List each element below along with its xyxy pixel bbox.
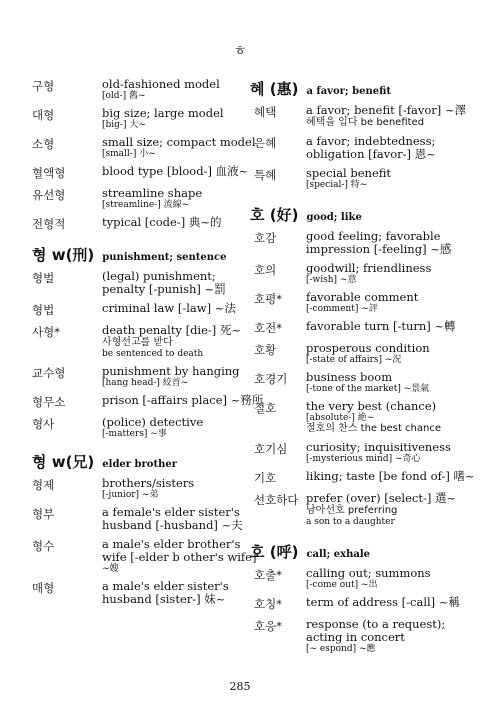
dictionary-entry bbox=[32, 506, 244, 532]
definition-line: penalty [-punish] ~罰 bbox=[102, 282, 226, 296]
definition-line: obligation [favor-] 恩~ bbox=[306, 147, 436, 161]
entry-keyword: 호의 bbox=[254, 263, 277, 277]
entry-keyword: 구형 bbox=[32, 79, 55, 93]
section-headword: 형 w(兄) bbox=[32, 453, 95, 471]
section-heading bbox=[32, 244, 244, 265]
dictionary-entry bbox=[250, 135, 450, 161]
definition-line: [-mysterious mind] ~奇心 bbox=[306, 454, 421, 464]
entry-definition bbox=[102, 324, 244, 359]
definition-line: 남아선호 preferring bbox=[306, 505, 398, 516]
entry-keyword: 형수 bbox=[32, 539, 55, 553]
definition-line: ~嫂 bbox=[102, 564, 119, 574]
entry-definition bbox=[102, 506, 244, 532]
definition-line: husband [sister-] 妹~ bbox=[102, 592, 226, 606]
entry-definition bbox=[306, 342, 450, 365]
entry-definition bbox=[306, 441, 450, 464]
definition-line: small size; compact model bbox=[102, 135, 256, 149]
dictionary-entry bbox=[250, 371, 450, 394]
entry-keyword: 형벌 bbox=[32, 271, 55, 285]
page-header: ㅎ bbox=[233, 44, 247, 59]
definition-line: [-junior] ~弟 bbox=[102, 490, 159, 500]
definition-line: husband [-husband] ~夫 bbox=[102, 518, 243, 532]
section-gloss: punishment; sentence bbox=[102, 252, 227, 263]
definition-line: blood type [blood-] 血液~ bbox=[102, 164, 249, 178]
dictionary-entry bbox=[32, 324, 244, 359]
dictionary-entry bbox=[32, 164, 249, 181]
definition-line: big size; large model bbox=[102, 106, 224, 120]
entry-definition bbox=[306, 491, 457, 527]
entry-definition bbox=[306, 567, 450, 590]
definition-line: a female's elder sister's bbox=[102, 505, 240, 519]
dictionary-entry bbox=[250, 491, 457, 527]
dictionary-entry bbox=[250, 595, 460, 612]
entry-definition bbox=[306, 595, 460, 612]
definition-line: a favor; benefit [-favor] ~澤 bbox=[306, 103, 467, 117]
definition-line: 사형선고를 받다 bbox=[102, 337, 173, 348]
entry-keyword: 형무소 bbox=[32, 395, 66, 409]
dictionary-entry bbox=[250, 262, 450, 285]
definition-line: [-tone of the market] ~景氣 bbox=[306, 384, 430, 394]
entry-definition bbox=[102, 393, 264, 410]
left-column bbox=[32, 77, 264, 612]
definition-line: curiosity; inquisitiveness bbox=[306, 440, 451, 454]
section-headword: 혜 (惠) bbox=[250, 80, 299, 98]
entry-keyword: 호황 bbox=[254, 343, 277, 357]
entry-keyword: 호전* bbox=[254, 321, 282, 335]
section-heading bbox=[250, 541, 450, 562]
definition-line: a son to a daughter bbox=[306, 517, 395, 527]
entry-definition bbox=[306, 319, 456, 336]
definition-line: prefer (over) [select-] 選~ bbox=[306, 491, 457, 505]
entry-group bbox=[250, 541, 460, 654]
definition-line: [-state of affairs] ~況 bbox=[306, 355, 402, 365]
definition-line: old-fashioned model bbox=[102, 77, 220, 91]
definition-line: [~ espond] ~應 bbox=[306, 644, 376, 654]
entry-definition bbox=[306, 618, 450, 654]
dictionary-entry bbox=[250, 319, 456, 336]
definition-line: calling out; summons bbox=[306, 566, 431, 580]
dictionary-entry bbox=[250, 618, 450, 654]
entry-definition bbox=[102, 78, 244, 101]
definition-line: favorable comment bbox=[306, 290, 419, 304]
definition-line: a male's elder brother's bbox=[102, 537, 241, 551]
definition-line: 절호의 찬스 the best chance bbox=[306, 423, 442, 434]
dictionary-entry bbox=[250, 291, 450, 314]
entry-keyword: 호평* bbox=[254, 292, 282, 306]
dictionary-entry bbox=[250, 342, 450, 365]
entry-keyword: 유선형 bbox=[32, 188, 66, 202]
definition-line: criminal law [-law] ~法 bbox=[102, 301, 236, 315]
definition-line: prison [-affairs place] ~務所 bbox=[102, 393, 264, 407]
entry-keyword: 호기심 bbox=[254, 442, 288, 456]
entry-group bbox=[250, 204, 475, 527]
entry-definition bbox=[102, 302, 244, 318]
dictionary-entry bbox=[32, 107, 244, 130]
entry-keyword: 형제 bbox=[32, 478, 55, 492]
definition-line: [-comment] ~評 bbox=[306, 304, 378, 314]
dictionary-entry bbox=[32, 78, 244, 101]
definition-line: brothers/sisters bbox=[102, 476, 195, 490]
entry-group bbox=[32, 77, 256, 232]
dictionary-entry bbox=[32, 580, 244, 606]
dictionary-entry bbox=[250, 167, 450, 190]
definition-line: (legal) punishment; bbox=[102, 269, 216, 283]
entry-keyword: 형부 bbox=[32, 507, 55, 521]
definition-line: [-come out] ~出 bbox=[306, 580, 378, 590]
definition-line: death penalty [die-] 死~ bbox=[102, 323, 242, 337]
entry-keyword: 특혜 bbox=[254, 168, 277, 182]
entry-keyword: 대형 bbox=[32, 108, 55, 122]
dictionary-entry bbox=[32, 135, 256, 159]
entry-definition bbox=[102, 187, 244, 210]
definition-line: streamline shape bbox=[102, 186, 203, 200]
entry-group bbox=[32, 244, 264, 439]
entry-keyword: 교수형 bbox=[32, 366, 66, 380]
right-column bbox=[250, 78, 475, 660]
entry-definition bbox=[102, 270, 244, 296]
dictionary-entry bbox=[32, 365, 244, 388]
definition-line: [hang head-] 絞首~ bbox=[102, 378, 189, 388]
definition-line: a favor; indebtedness; bbox=[306, 134, 436, 148]
entry-keyword: 은혜 bbox=[254, 136, 277, 150]
section-gloss: elder brother bbox=[102, 459, 177, 470]
definition-line: acting in concert bbox=[306, 630, 405, 644]
entry-keyword: 호응* bbox=[254, 619, 282, 633]
section-headword: 호 (呼) bbox=[250, 543, 299, 561]
entry-keyword: 사형* bbox=[32, 325, 60, 339]
definition-line: term of address [-call] ~稱 bbox=[306, 595, 460, 609]
definition-line: impression [-feeling] ~感 bbox=[306, 242, 452, 256]
definition-line: [absolute-] 絶~ bbox=[306, 413, 375, 423]
section-gloss: a favor; benefit bbox=[306, 86, 391, 97]
entry-definition bbox=[306, 135, 450, 161]
entry-definition bbox=[102, 365, 244, 388]
entry-keyword: 형법 bbox=[32, 303, 55, 317]
definition-line: [-matters] ~事 bbox=[102, 429, 167, 439]
entry-definition bbox=[102, 580, 244, 606]
entry-keyword: 혜택 bbox=[254, 105, 277, 119]
entry-definition bbox=[306, 262, 450, 285]
entry-keyword: 형사 bbox=[32, 417, 55, 431]
entry-keyword: 호경기 bbox=[254, 372, 288, 386]
entry-definition bbox=[102, 416, 244, 439]
section-headword: 호 (好) bbox=[250, 206, 299, 224]
definition-line: goodwill; friendliness bbox=[306, 261, 432, 275]
page-number: 285 bbox=[229, 680, 251, 693]
definition-line: [streamline-] 流線~ bbox=[102, 200, 190, 210]
definition-line: good feeling; favorable bbox=[306, 229, 441, 243]
dictionary-entry bbox=[250, 230, 450, 256]
entry-definition bbox=[102, 164, 249, 181]
definition-line: be sentenced to death bbox=[102, 349, 204, 359]
definition-line: liking; taste [be fond of-] 嗜~ bbox=[306, 469, 475, 483]
dictionary-entry bbox=[32, 477, 244, 500]
dictionary-entry bbox=[250, 400, 450, 435]
definition-line: typical [code-] 典~的 bbox=[102, 215, 222, 229]
definition-line: [big-] 大~ bbox=[102, 120, 146, 130]
dictionary-entry bbox=[250, 567, 450, 590]
entry-definition bbox=[102, 107, 244, 130]
definition-line: [small-] 小~ bbox=[102, 149, 156, 159]
dictionary-entry bbox=[32, 393, 264, 410]
entry-definition bbox=[306, 103, 467, 129]
entry-group bbox=[250, 78, 467, 190]
dictionary-entry bbox=[250, 469, 475, 486]
definition-line: business boom bbox=[306, 370, 393, 384]
dictionary-entry bbox=[32, 216, 244, 232]
section-heading bbox=[32, 451, 244, 472]
definition-line: 혜택을 입다 be benefited bbox=[306, 117, 425, 128]
section-heading bbox=[250, 204, 450, 225]
entry-keyword: 선호하다 bbox=[254, 493, 299, 507]
definition-line: a male's elder sister's bbox=[102, 579, 229, 593]
dictionary-entry bbox=[32, 187, 244, 210]
dictionary-entry bbox=[32, 416, 244, 439]
dictionary-entry bbox=[32, 302, 244, 318]
entry-keyword: 혈액형 bbox=[32, 166, 66, 180]
definition-line: [-wish] ~意 bbox=[306, 275, 357, 285]
section-heading bbox=[250, 78, 450, 99]
entry-keyword: 전형적 bbox=[32, 217, 66, 231]
definition-line: [old-] 舊~ bbox=[102, 91, 146, 101]
definition-line: the very best (chance) bbox=[306, 399, 437, 413]
entry-keyword: 절호 bbox=[254, 401, 277, 415]
section-headword: 형 w(刑) bbox=[32, 246, 95, 264]
entry-keyword: 호출* bbox=[254, 568, 282, 582]
entry-keyword: 기호 bbox=[254, 471, 277, 485]
entry-definition bbox=[306, 371, 450, 394]
entry-definition bbox=[102, 477, 244, 500]
definition-line: (police) detective bbox=[102, 415, 204, 429]
section-gloss: call; exhale bbox=[306, 549, 371, 560]
entry-definition bbox=[306, 469, 475, 486]
entry-definition bbox=[102, 216, 244, 232]
definition-line: wife [-elder b other's wife] bbox=[102, 550, 257, 564]
dictionary-entry bbox=[32, 537, 257, 574]
entry-definition bbox=[306, 400, 450, 435]
definition-line: prosperous condition bbox=[306, 341, 430, 355]
entry-definition bbox=[102, 537, 257, 574]
definition-line: punishment by hanging bbox=[102, 364, 240, 378]
section-gloss: good; like bbox=[306, 212, 362, 223]
definition-line: [special-] 特~ bbox=[306, 180, 368, 190]
entry-definition bbox=[306, 291, 450, 314]
dictionary-entry bbox=[32, 270, 244, 296]
entry-keyword: 매형 bbox=[32, 581, 55, 595]
definition-line: favorable turn [-turn] ~轉 bbox=[306, 319, 456, 333]
entry-definition bbox=[306, 230, 450, 256]
dictionary-entry bbox=[250, 103, 467, 129]
entry-definition bbox=[306, 167, 450, 190]
entry-definition bbox=[102, 135, 256, 159]
definition-line: special benefit bbox=[306, 166, 392, 180]
definition-line: response (to a request); bbox=[306, 617, 446, 631]
entry-keyword: 호칭* bbox=[254, 597, 282, 611]
dictionary-entry bbox=[250, 441, 450, 464]
entry-group bbox=[32, 451, 257, 606]
entry-keyword: 소형 bbox=[32, 137, 55, 151]
entry-keyword: 호감 bbox=[254, 231, 277, 245]
